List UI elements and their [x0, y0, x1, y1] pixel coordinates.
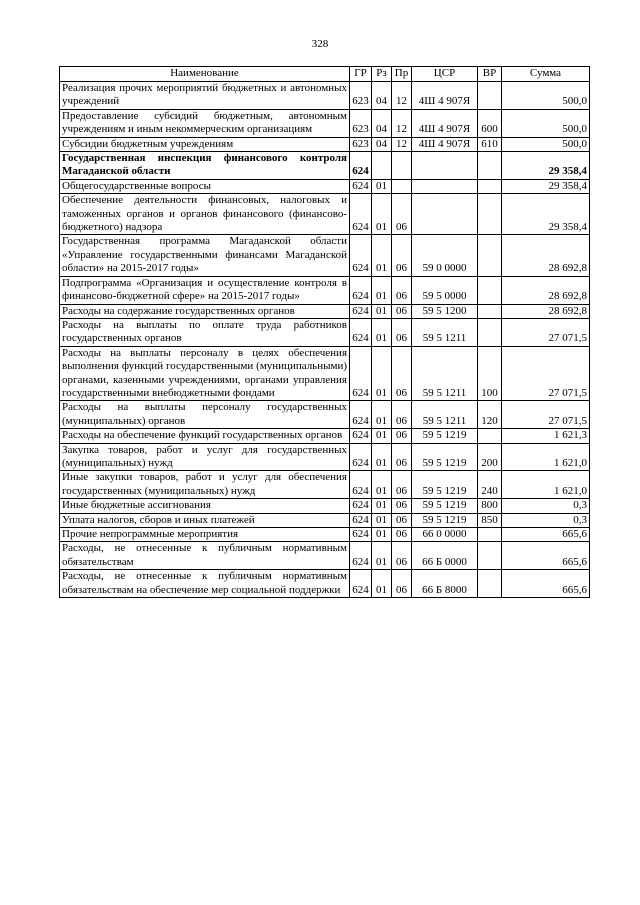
cell-vr	[478, 542, 502, 570]
cell-gr: 624	[350, 570, 372, 598]
cell-gr: 624	[350, 401, 372, 429]
cell-pr: 06	[392, 528, 412, 542]
cell-gr: 624	[350, 304, 372, 318]
cell-name: Обеспечение деятельности финансовых, налоговых и таможенных органов и органов финансового (финансово-бюджетного) надзора	[60, 194, 350, 235]
cell-vr: 600	[478, 109, 502, 137]
cell-pr	[392, 179, 412, 193]
cell-name: Закупка товаров, работ и услуг для государственных (муниципальных) нужд	[60, 443, 350, 471]
cell-vr	[478, 528, 502, 542]
cell-gr: 624	[350, 318, 372, 346]
cell-rz: 01	[372, 304, 392, 318]
header-rz: Рз	[372, 67, 392, 82]
table-body	[60, 82, 590, 598]
cell-csr: 66 0 0000	[412, 528, 478, 542]
table-row	[60, 346, 590, 401]
cell-rz: 04	[372, 109, 392, 137]
cell-pr: 06	[392, 513, 412, 527]
cell-rz: 01	[372, 179, 392, 193]
cell-vr	[478, 318, 502, 346]
table-row	[60, 179, 590, 193]
cell-sum: 500,0	[502, 82, 590, 110]
cell-gr: 624	[350, 235, 372, 276]
cell-sum: 28 692,8	[502, 276, 590, 304]
cell-vr	[478, 152, 502, 180]
cell-rz: 01	[372, 471, 392, 499]
cell-vr: 800	[478, 499, 502, 513]
table-row	[60, 542, 590, 570]
cell-rz: 01	[372, 513, 392, 527]
table-row	[60, 429, 590, 443]
cell-gr: 623	[350, 137, 372, 151]
header-row	[60, 67, 590, 82]
cell-csr: 59 5 1211	[412, 346, 478, 401]
cell-gr: 624	[350, 471, 372, 499]
cell-name: Прочие непрограммные мероприятия	[60, 528, 350, 542]
table-row	[60, 499, 590, 513]
cell-pr: 06	[392, 194, 412, 235]
cell-csr: 4Ш 4 907Я	[412, 137, 478, 151]
cell-sum: 29 358,4	[502, 152, 590, 180]
cell-name: Расходы на выплаты по оплате труда работников государственных органов	[60, 318, 350, 346]
cell-csr: 66 Б 8000	[412, 570, 478, 598]
table-row	[60, 276, 590, 304]
cell-gr: 624	[350, 346, 372, 401]
page-number: 328	[311, 38, 329, 50]
cell-gr: 624	[350, 513, 372, 527]
cell-gr: 623	[350, 109, 372, 137]
cell-vr	[478, 304, 502, 318]
cell-pr: 06	[392, 401, 412, 429]
table-row	[60, 304, 590, 318]
cell-vr: 850	[478, 513, 502, 527]
cell-vr	[478, 429, 502, 443]
cell-pr: 06	[392, 276, 412, 304]
table-row	[60, 471, 590, 499]
cell-sum: 665,6	[502, 570, 590, 598]
cell-csr: 59 5 1219	[412, 471, 478, 499]
cell-pr: 12	[392, 137, 412, 151]
header-pr: Пр	[392, 67, 412, 82]
cell-csr: 59 0 0000	[412, 235, 478, 276]
cell-csr: 59 5 0000	[412, 276, 478, 304]
cell-gr: 624	[350, 542, 372, 570]
cell-csr: 4Ш 4 907Я	[412, 109, 478, 137]
cell-gr: 624	[350, 276, 372, 304]
cell-gr: 624	[350, 152, 372, 180]
header-name: Наименование	[60, 67, 350, 82]
cell-gr: 624	[350, 443, 372, 471]
cell-csr	[412, 179, 478, 193]
cell-name: Реализация прочих мероприятий бюджетных и автономных учреждений	[60, 82, 350, 110]
cell-pr: 06	[392, 443, 412, 471]
table-row	[60, 82, 590, 110]
table-header	[60, 67, 590, 82]
cell-sum: 1 621,3	[502, 429, 590, 443]
cell-sum: 27 071,5	[502, 346, 590, 401]
cell-sum: 665,6	[502, 542, 590, 570]
cell-gr: 624	[350, 429, 372, 443]
cell-name: Предоставление субсидий бюджетным, автономным учреждениям и иным некоммерческим организациям	[60, 109, 350, 137]
cell-gr: 624	[350, 499, 372, 513]
cell-rz: 01	[372, 570, 392, 598]
table-row	[60, 152, 590, 180]
cell-name: Расходы на обеспечение функций государственных органов	[60, 429, 350, 443]
cell-rz: 01	[372, 276, 392, 304]
header-csr: ЦСР	[412, 67, 478, 82]
cell-vr	[478, 82, 502, 110]
cell-pr: 06	[392, 542, 412, 570]
cell-gr: 623	[350, 82, 372, 110]
cell-rz: 04	[372, 82, 392, 110]
cell-name: Расходы на содержание государственных органов	[60, 304, 350, 318]
cell-csr	[412, 152, 478, 180]
cell-sum: 500,0	[502, 137, 590, 151]
cell-sum: 29 358,4	[502, 194, 590, 235]
cell-pr: 12	[392, 82, 412, 110]
cell-csr: 59 5 1219	[412, 499, 478, 513]
cell-name: Расходы, не отнесенные к публичным нормативным обязательствам на обеспечение мер социальной поддержки	[60, 570, 350, 598]
cell-name: Государственная инспекция финансового контроля Магаданской области	[60, 152, 350, 180]
cell-vr	[478, 570, 502, 598]
header-sum: Сумма	[502, 67, 590, 82]
cell-pr: 06	[392, 304, 412, 318]
cell-name: Общегосударственные вопросы	[60, 179, 350, 193]
cell-rz: 01	[372, 235, 392, 276]
cell-name: Расходы на выплаты персоналу в целях обеспечения выполнения функций государственными (муниципальными) органами, казенными учреждениями, органами управления государственными внебюджетными фондами	[60, 346, 350, 401]
cell-vr	[478, 194, 502, 235]
cell-vr: 610	[478, 137, 502, 151]
cell-pr: 06	[392, 235, 412, 276]
cell-sum: 500,0	[502, 109, 590, 137]
table-row	[60, 194, 590, 235]
cell-rz: 01	[372, 443, 392, 471]
cell-csr: 4Ш 4 907Я	[412, 82, 478, 110]
cell-pr: 12	[392, 109, 412, 137]
cell-rz: 04	[372, 137, 392, 151]
cell-csr: 59 5 1219	[412, 429, 478, 443]
cell-rz: 01	[372, 194, 392, 235]
cell-name: Расходы, не отнесенные к публичным нормативным обязательствам	[60, 542, 350, 570]
cell-sum: 27 071,5	[502, 401, 590, 429]
cell-vr	[478, 179, 502, 193]
cell-name: Иные бюджетные ассигнования	[60, 499, 350, 513]
header-vr: ВР	[478, 67, 502, 82]
cell-pr: 06	[392, 570, 412, 598]
cell-vr: 100	[478, 346, 502, 401]
cell-sum: 28 692,8	[502, 304, 590, 318]
cell-rz	[372, 152, 392, 180]
header-gr: ГР	[350, 67, 372, 82]
cell-rz: 01	[372, 401, 392, 429]
cell-rz: 01	[372, 528, 392, 542]
cell-name: Субсидии бюджетным учреждениям	[60, 137, 350, 151]
table-row	[60, 513, 590, 527]
cell-vr: 120	[478, 401, 502, 429]
table-row	[60, 137, 590, 151]
table-row	[60, 401, 590, 429]
cell-vr	[478, 276, 502, 304]
cell-sum: 28 692,8	[502, 235, 590, 276]
cell-pr: 06	[392, 318, 412, 346]
table-row	[60, 570, 590, 598]
cell-gr: 624	[350, 179, 372, 193]
cell-name: Уплата налогов, сборов и иных платежей	[60, 513, 350, 527]
cell-sum: 27 071,5	[502, 318, 590, 346]
cell-vr: 240	[478, 471, 502, 499]
table-row	[60, 528, 590, 542]
cell-name: Подпрограмма «Организация и осуществление контроля в финансово-бюджетной сфере» на 2015-2017 годы»	[60, 276, 350, 304]
cell-rz: 01	[372, 542, 392, 570]
cell-sum: 665,6	[502, 528, 590, 542]
cell-csr	[412, 194, 478, 235]
cell-rz: 01	[372, 429, 392, 443]
table-row	[60, 235, 590, 276]
cell-pr	[392, 152, 412, 180]
table-row	[60, 443, 590, 471]
cell-sum: 1 621,0	[502, 471, 590, 499]
cell-rz: 01	[372, 499, 392, 513]
cell-gr: 624	[350, 194, 372, 235]
cell-csr: 66 Б 0000	[412, 542, 478, 570]
cell-vr: 200	[478, 443, 502, 471]
cell-pr: 06	[392, 429, 412, 443]
cell-sum: 29 358,4	[502, 179, 590, 193]
cell-rz: 01	[372, 346, 392, 401]
cell-csr: 59 5 1219	[412, 513, 478, 527]
cell-csr: 59 5 1200	[412, 304, 478, 318]
cell-vr	[478, 235, 502, 276]
cell-csr: 59 5 1219	[412, 443, 478, 471]
cell-pr: 06	[392, 499, 412, 513]
cell-csr: 59 5 1211	[412, 401, 478, 429]
table-row	[60, 109, 590, 137]
cell-sum: 0,3	[502, 513, 590, 527]
cell-sum: 0,3	[502, 499, 590, 513]
cell-pr: 06	[392, 471, 412, 499]
cell-sum: 1 621,0	[502, 443, 590, 471]
cell-name: Государственная программа Магаданской области «Управление государственными финансами Магаданской области» на 2015-2017 годы»	[60, 235, 350, 276]
budget-table	[59, 66, 590, 598]
cell-rz: 01	[372, 318, 392, 346]
cell-csr: 59 5 1211	[412, 318, 478, 346]
cell-gr: 624	[350, 528, 372, 542]
table-row	[60, 318, 590, 346]
cell-name: Иные закупки товаров, работ и услуг для обеспечения государственных (муниципальных) нужд	[60, 471, 350, 499]
cell-pr: 06	[392, 346, 412, 401]
cell-name: Расходы на выплаты персоналу государственных (муниципальных) органов	[60, 401, 350, 429]
